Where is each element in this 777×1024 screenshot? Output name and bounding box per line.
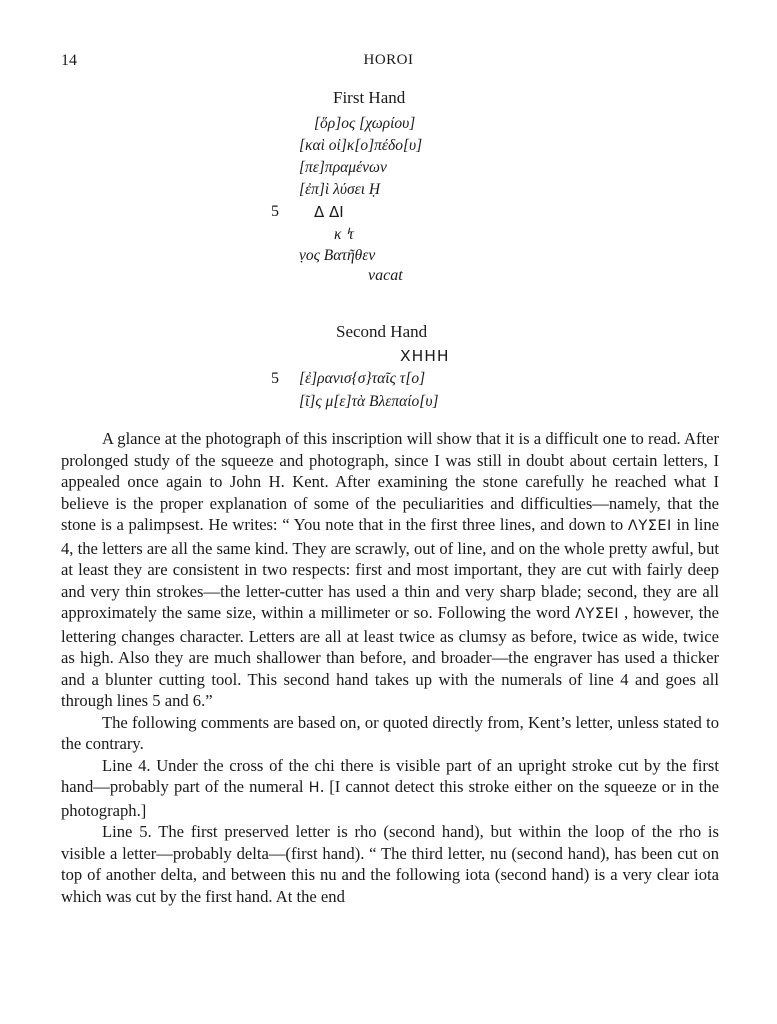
first-hand-line-3: [πε]πραμένων <box>299 159 387 176</box>
second-hand-title: Second Hand <box>336 322 428 341</box>
paragraph-1-part-1: A glance at the photograph of this inscription will show that it is a difficult one to read. After prolonged study of the squeeze and photograph, since I was still in doubt about certain letters, I appealed once again to John H. Kent. After examining the stone carefully he reached what I believe is the proper explanation of some of the peculiarities and difficulties—namely, that the stone is a palimpsest. He writes: “ You note that in the first three lines, and down to <box>61 429 719 534</box>
body-text <box>61 428 719 907</box>
first-hand-vacat: vacat <box>368 267 403 284</box>
second-hand-numerals: XHHH <box>400 347 450 365</box>
second-hand-line-1: [ἐ]ρανισ{σ}ταῖς τ[ο] <box>299 370 426 387</box>
paragraph-2: The following comments are based on, or quoted directly from, Kent’s letter, unless stated to the contrary. <box>61 712 719 753</box>
numeral-h: H <box>308 780 321 796</box>
paragraph-3-part-1: Line 4. Under the cross of the chi there is visible part of an upright stroke cut by the first hand—probably part of the numeral <box>61 755 719 796</box>
paragraph-3-part-2: . [I cannot detect this stroke either on the squeeze or in the photograph.] <box>61 777 719 820</box>
first-hand-line-number-5: 5 <box>271 203 279 220</box>
first-hand-line-5: Δ ΔΙ <box>314 203 344 221</box>
paragraph-1 <box>61 428 719 712</box>
first-hand-line-7: ṿος Βατῆθεν <box>299 247 376 264</box>
greek-word-lysei-2: ΛΥΣΕΙ <box>575 606 620 622</box>
first-hand-line-6: κ ᑊτ <box>334 226 354 243</box>
first-hand-line-1: [ὅρ]ος [χωρίου] <box>314 115 416 132</box>
paragraph-3 <box>61 755 719 822</box>
first-hand-line-2: [καὶ οἰ]κ[ο]πέδο[υ] <box>299 137 423 154</box>
first-hand-line-4: [ἐπ]ὶ λύσει Ḥ <box>299 181 381 198</box>
paragraph-1-part-2: in line 4, the letters are all the same kind. They are scrawly, out of line, and on the whole pretty awful, but at least they are consistent in two respects: first and most important, they are cut with fairly deep and very thin strokes—the letter-cutter has used a thin and very sharp blade; second, they are all approximately the same size, within a millimeter or so. Following the word <box>61 515 719 622</box>
paragraph-4: Line 5. The first preserved letter is rho (second hand), but within the loop of the rho is visible a letter—probably delta—(first hand). “ The third letter, nu (second hand), has been cut on top of another delta, and between this nu and the following iota (second hand) is a very clear iota which was cut by the first hand. At the end <box>61 822 719 906</box>
second-hand-line-number-5: 5 <box>271 370 279 387</box>
second-hand-line-2: [ῖ]ς μ[ε]τὰ Βλεπαίο[υ] <box>299 393 439 410</box>
greek-word-lysei-1: ΛΥΣΕΙ <box>627 518 672 534</box>
page-number: 14 <box>61 52 77 69</box>
first-hand-title: First Hand <box>333 88 406 107</box>
paragraph-1-part-3: , however, the lettering changes character. Letters are all at least twice as clumsy as before, twice as wide, twice as high. Also they are much shallower than before, and broader—the engraver has used a thicker and a blunter cutting tool. This second hand takes up with the numerals of line 4 and goes all through lines 5 and 6.” <box>61 603 719 710</box>
running-head: HOROI <box>363 52 414 68</box>
